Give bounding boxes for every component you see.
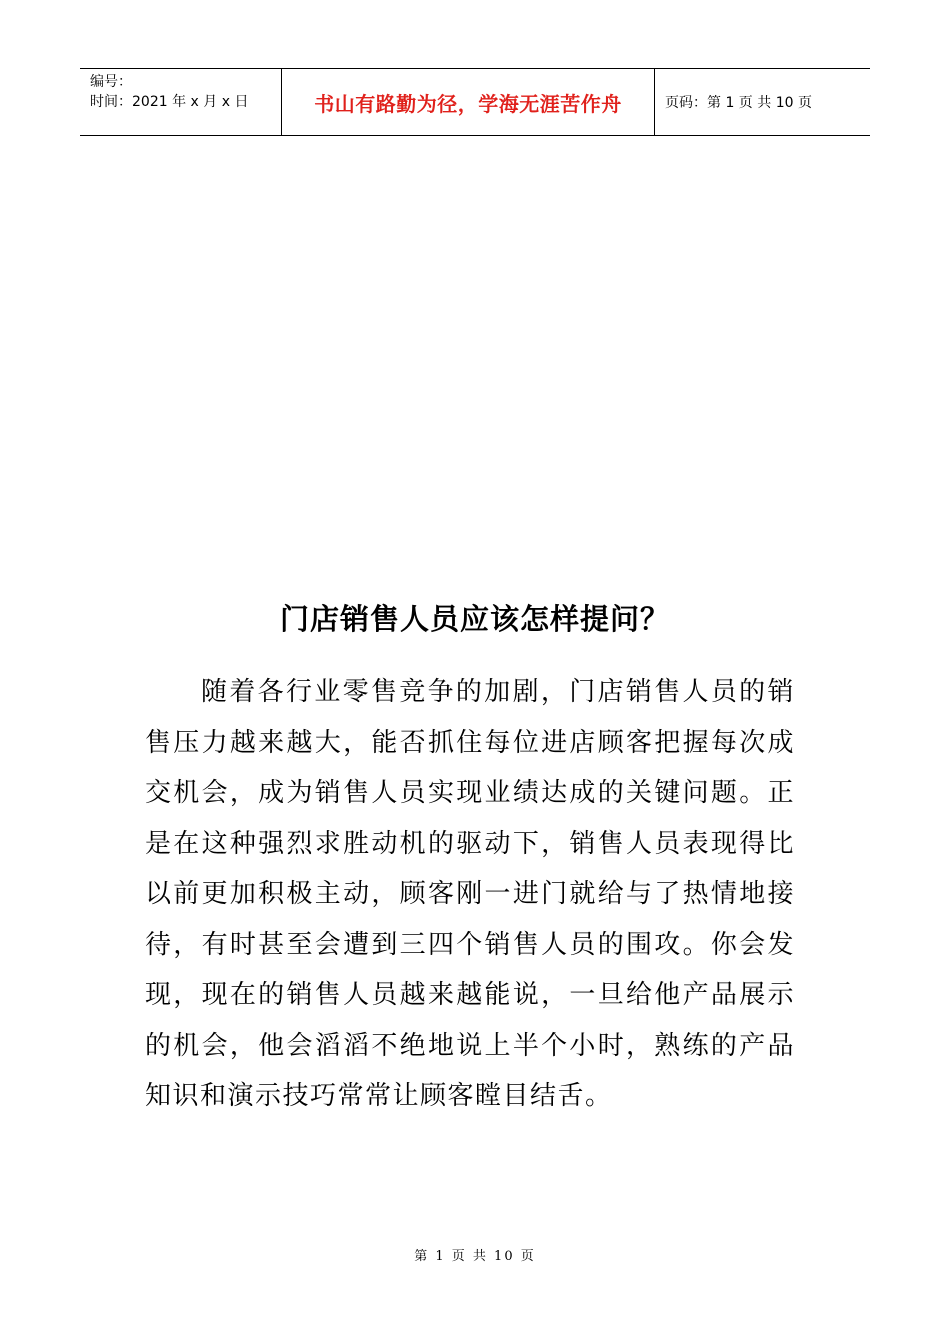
- document-title: 门店销售人员应该怎样提问？: [279, 602, 670, 636]
- header-meta-cell: [80, 69, 282, 135]
- number-label: 编号：: [90, 74, 132, 90]
- page-info: 页码：第 1 页 共 10 页: [665, 95, 812, 111]
- header-motto-cell: [282, 69, 655, 135]
- date-label: 时间：2021 年 x 月 x 日: [90, 94, 249, 110]
- page-header: [80, 68, 870, 136]
- page-footer: 第 1 页 共 10 页: [414, 1249, 536, 1264]
- motto-text: 书山有路勤为径，学海无涯苦作舟: [314, 91, 622, 116]
- header-page-cell: [655, 69, 870, 135]
- body-paragraph: 随着各行业零售竞争的加剧，门店销售人员的销售压力越来越大，能否抓住每位进店顾客把握每次成交机会，成为销售人员实现业绩达成的关键问题。正是在这种强烈求胜动机的驱动下，销售人员表现得比以前更加积极主动，顾客刚一进门就给与了热情地接待，有时甚至会遭到三四个销售人员的围攻。你会发现，现在的销售人员越来越能说，一旦给他产品展示的机会，他会滔滔不绝地说上半个小时，熟练的产品知识和演示技巧常常让顾客瞠目结舌。: [145, 677, 795, 1111]
